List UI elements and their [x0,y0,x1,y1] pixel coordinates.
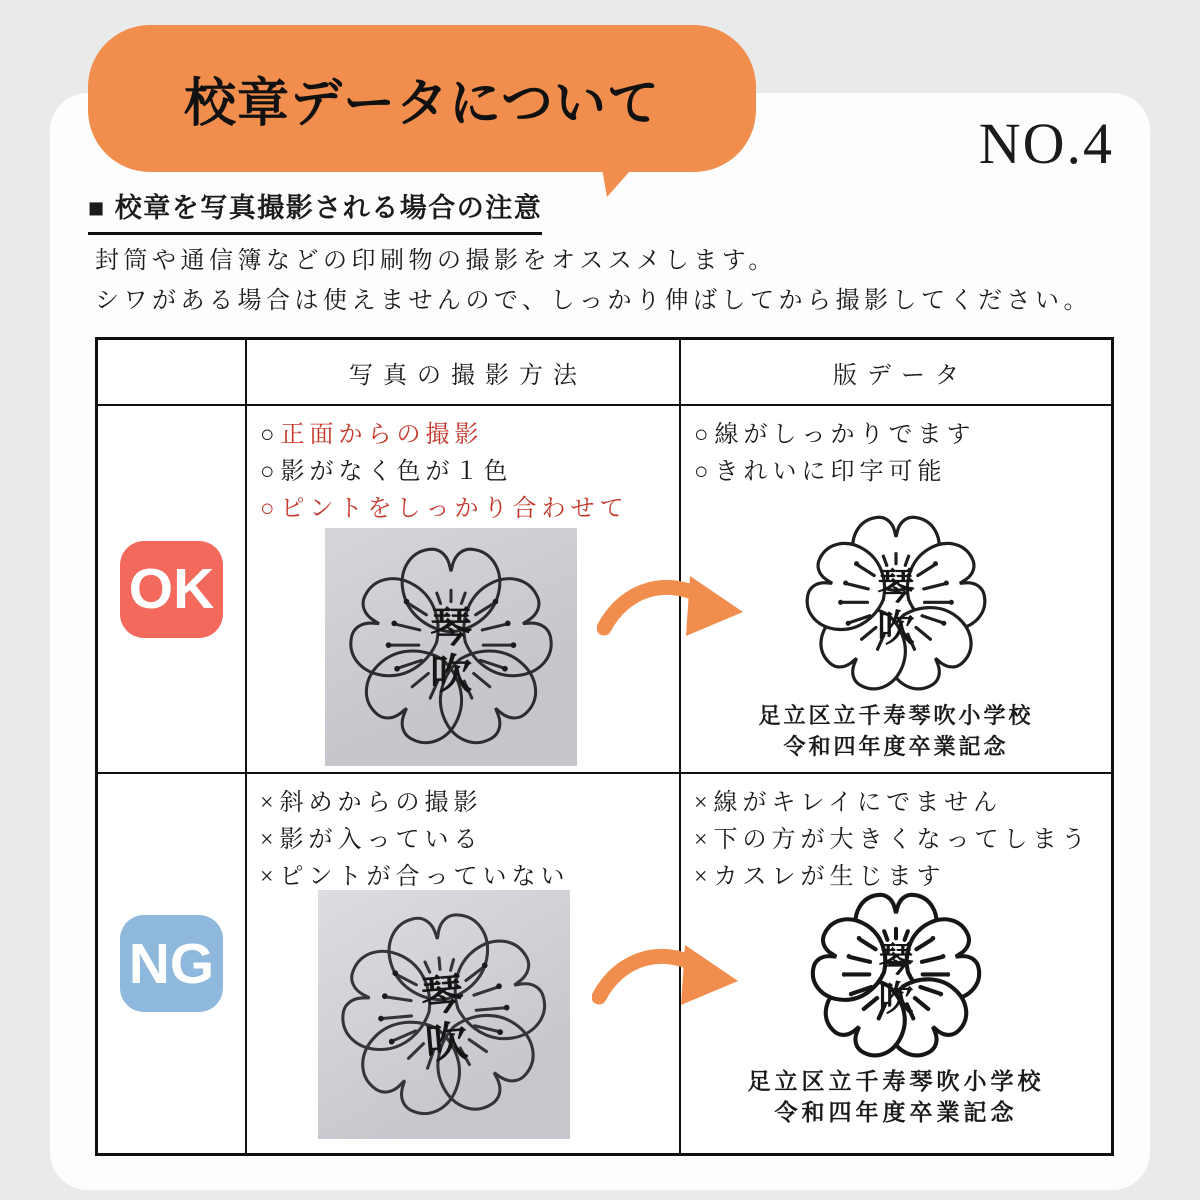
page-number: NO.4 [978,111,1114,176]
bullet-text: 正面からの撮影 [280,422,484,448]
bubble-tail [601,163,637,197]
comparison-table [95,337,1114,1156]
school-name-line1: 足立区立千寿琴吹小学校 [758,703,1034,728]
list-item [694,417,976,454]
page-title: 校章データについて [184,76,660,133]
ng-badge: NG [120,915,223,1012]
list-item [694,785,1091,822]
circle-mark: ○ [260,496,280,522]
circle-mark: ○ [260,459,280,485]
ng-badge-cell [98,774,247,1153]
intro-line-1: 封筒や通信簿などの印刷物の撮影をオススメします。 [95,248,777,274]
list-item [260,491,629,528]
school-name-line1: 足立区立千寿琴吹小学校 [747,1068,1045,1094]
cross-mark: × [260,827,279,853]
cross-mark: × [694,864,713,890]
cross-mark: × [694,790,713,816]
ok-badge-cell [98,406,247,774]
school-name [681,1066,1111,1128]
cross-mark: × [260,864,279,890]
ok-plate-points [694,417,976,491]
ok-photo-image [325,528,577,766]
ok-badge: OK [120,541,223,638]
section-heading: ■ 校章を写真撮影される場合の注意 [88,186,542,235]
arrow-icon [597,572,747,656]
sakura-emblem-plate-ng [808,888,984,1064]
list-item [260,454,629,491]
arrow-icon [592,941,742,1025]
school-name-line2: 令和四年度卒業記念 [783,734,1009,759]
sakura-emblem-plate-ok [802,510,990,698]
bullet-text: きれいに印字可能 [714,459,947,485]
bullet-text: 影がなく色が１色 [280,459,513,485]
ng-photo-image [318,890,570,1139]
school-name [681,700,1111,762]
header-cell-photo-method: 写真の撮影方法 [247,340,681,406]
school-name-line2: 令和四年度卒業記念 [774,1099,1018,1125]
cross-mark: × [260,790,279,816]
circle-mark: ○ [694,422,714,448]
ng-plate-cell [681,774,1111,1153]
header-cell-plate-data: 版データ [681,340,1111,406]
list-item [694,454,976,491]
bullet-text: カスレが生じます [713,864,946,890]
circle-mark: ○ [694,459,714,485]
intro-line-2: シワがある場合は使えませんので、しっかり伸ばしてから撮影してください。 [95,288,1093,314]
header-cell-empty [98,340,247,406]
bullet-text: ピントをしっかり合わせて [280,496,629,522]
bullet-text: 斜めからの撮影 [279,790,483,816]
ng-photo-points [260,785,570,896]
list-item [260,822,570,859]
bullet-text: 下の方が大きくなってしまう [713,827,1091,853]
ok-photo-points [260,417,629,528]
list-item [694,822,1091,859]
sakura-emblem-photo-ng [328,899,560,1131]
bullet-text: ピントが合っていない [279,864,570,890]
sakura-emblem-photo-ok [345,541,557,753]
circle-mark: ○ [260,422,280,448]
ng-plate-emblem-block [681,888,1111,1128]
ng-plate-points [694,785,1091,896]
cross-mark: × [694,827,713,853]
list-item [260,785,570,822]
list-item [260,417,629,454]
intro-text [95,241,1092,321]
bullet-text: 線がキレイにでません [713,790,1003,816]
bullet-text: 線がしっかりでます [714,422,976,448]
bullet-text: 影が入っている [279,827,483,853]
title-bubble [88,25,756,172]
